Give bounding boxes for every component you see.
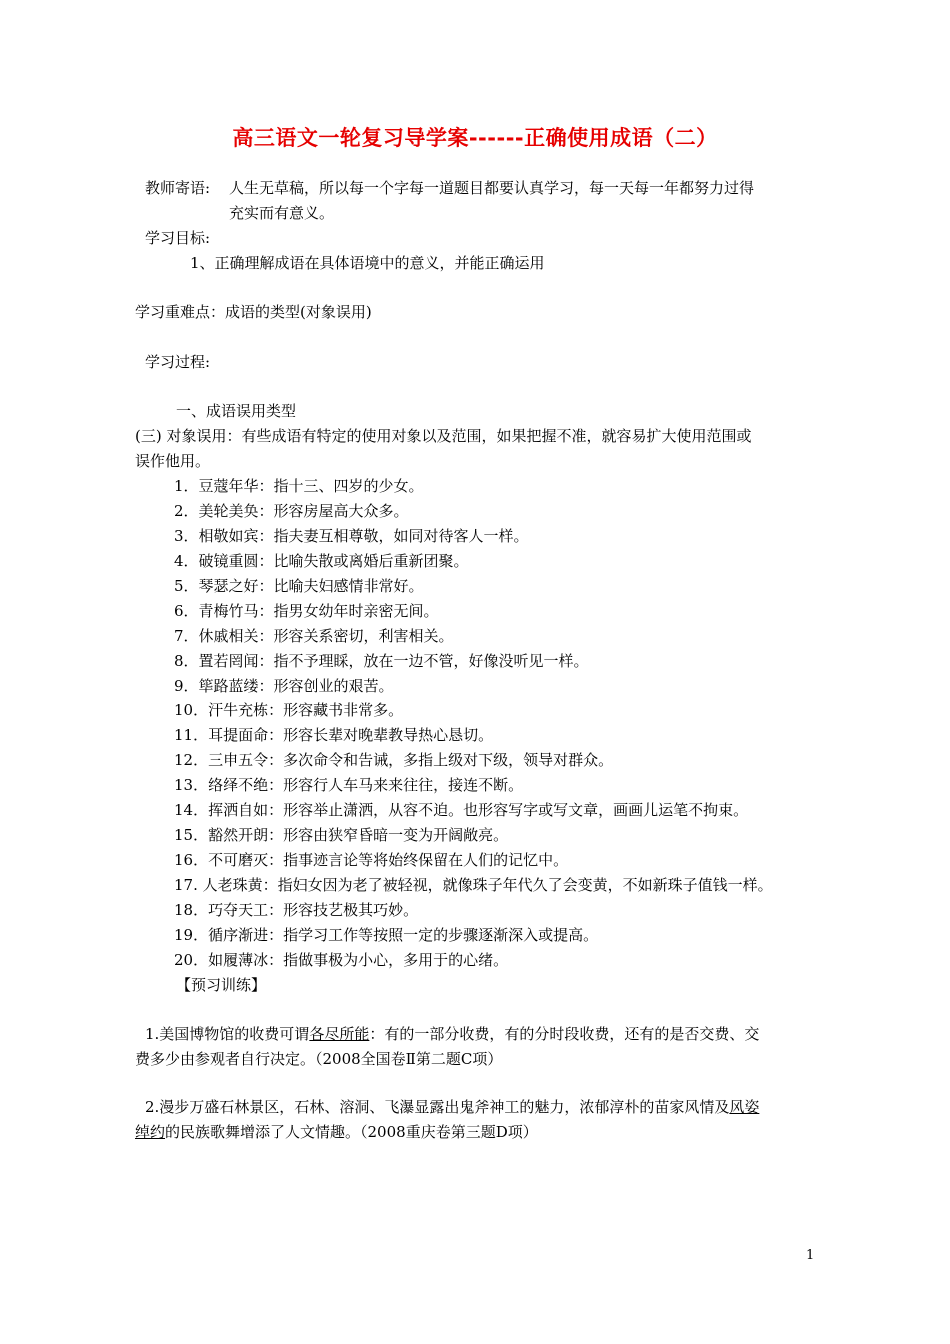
idiom-item: 7．休戚相关：形容关系密切，利害相关。 <box>174 627 454 645</box>
question-1-text-pre: 1.美国博物馆的收费可谓 <box>145 1025 310 1043</box>
page-title: 高三语文一轮复习导学案------正确使用成语（二） <box>232 126 718 150</box>
teacher-message-line-1: 人生无草稿，所以每一个字每一道题目都要认真学习，每一天每一年都努力过得 <box>229 179 755 197</box>
idiom-item: 15．豁然开朗：形容由狭窄昏暗一变为开阔敞亮。 <box>174 826 509 844</box>
question-2-line-1 <box>145 1097 759 1117</box>
key-points: 学习重难点：成语的类型(对象误用) <box>135 303 372 321</box>
question-1-line-2: 费多少由参观者自行决定。（2008全国卷Ⅱ第二题C项） <box>135 1050 503 1068</box>
teacher-message-label: 教师寄语: <box>145 179 211 197</box>
idiom-item: 20．如履薄冰：指做事极为小心，多用于的心绪。 <box>174 951 509 969</box>
intro-line-1: (三) 对象误用：有些成语有特定的使用对象以及范围，如果把握不准，就容易扩大使用范围或 <box>135 427 752 445</box>
question-2-idiom-part-1: 风姿 <box>729 1098 760 1116</box>
idiom-item: 5．琴瑟之好：比喻夫妇感情非常好。 <box>174 577 424 595</box>
section-heading: 一、成语误用类型 <box>176 402 297 420</box>
idiom-item: 16．不可磨灭：指事迹言论等将始终保留在人们的记忆中。 <box>174 851 569 869</box>
idiom-item: 13．络绎不绝：形容行人车马来来往往，接连不断。 <box>174 776 524 794</box>
teacher-message-line-2: 充实而有意义。 <box>229 204 335 222</box>
page-number: 1 <box>806 1248 815 1263</box>
idiom-item: 3．相敬如宾：指夫妻互相尊敬，如同对待客人一样。 <box>174 527 529 545</box>
idiom-item: 18．巧夺天工：形容技艺极其巧妙。 <box>174 901 419 919</box>
process-label: 学习过程: <box>145 353 211 371</box>
idiom-item: 10．汗牛充栋：形容藏书非常多。 <box>174 701 404 719</box>
question-1-line-1 <box>145 1024 759 1044</box>
practice-label: 【预习训练】 <box>176 976 267 994</box>
question-1-text-post: ：有的一部分收费，有的分时段收费，还有的是否交费、交 <box>369 1025 760 1043</box>
idiom-item: 11．耳提面命：形容长辈对晚辈教导热心恳切。 <box>174 726 494 744</box>
question-2-text-pre: 2.漫步万盛石林景区，石林、溶洞、飞瀑显露出鬼斧神工的魅力，浓郁淳朴的苗家风情及 <box>145 1098 730 1116</box>
idiom-item: 8．置若罔闻：指不予理睬，放在一边不管，好像没听见一样。 <box>174 652 589 670</box>
goal-1: 1、正确理解成语在具体语境中的意义，并能正确运用 <box>190 254 545 272</box>
idiom-item: 1．豆蔻年华：指十三、四岁的少女。 <box>174 477 424 495</box>
idiom-item: 4．破镜重圆：比喻失散或离婚后重新团聚。 <box>174 552 469 570</box>
question-2-line-2 <box>135 1122 538 1142</box>
idiom-item: 14．挥洒自如：形容举止潇洒，从容不迫。也形容写字或写文章，画画儿运笔不拘束。 <box>174 801 749 819</box>
intro-line-2: 误作他用。 <box>135 452 211 470</box>
idiom-item: 6．青梅竹马：指男女幼年时亲密无间。 <box>174 602 439 620</box>
question-1-idiom: 各尽所能 <box>309 1025 370 1043</box>
idiom-item: 17. 人老珠黄：指妇女因为老了被轻视，就像珠子年代久了会变黄，不如新珠子值钱一样。 <box>174 876 773 894</box>
question-2-idiom-part-2: 绰约 <box>135 1123 166 1141</box>
question-2-text-post: 的民族歌舞增添了人文情趣。（2008重庆卷第三题D项） <box>165 1123 538 1141</box>
idiom-item: 2．美轮美奂：形容房屋高大众多。 <box>174 502 409 520</box>
goals-label: 学习目标: <box>145 229 211 247</box>
idiom-item: 12．三申五令：多次命令和告诫，多指上级对下级，领导对群众。 <box>174 751 614 769</box>
idiom-item: 9．筚路蓝缕：形容创业的艰苦。 <box>174 677 394 695</box>
idiom-item: 19．循序渐进：指学习工作等按照一定的步骤逐渐深入或提高。 <box>174 926 599 944</box>
